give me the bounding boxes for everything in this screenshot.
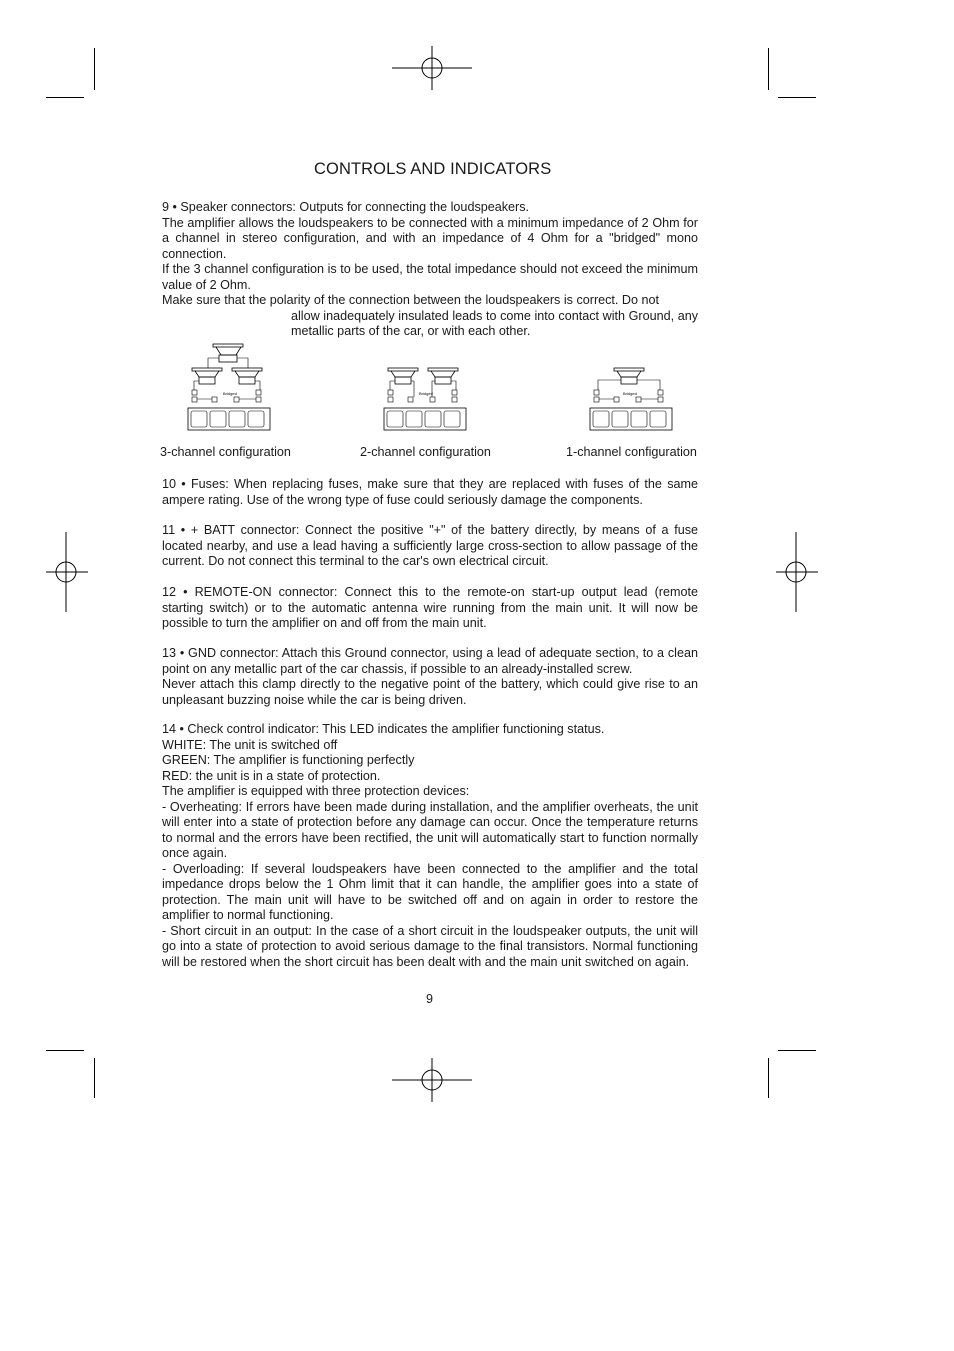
protection-short-circuit: - Short circuit in an output: In the case of a short circuit in the loudspeaker outputs, the unit will go into a state of protection to avoid serious damage to the final transistors. Normal functioning will be restored when the short circuit has been dealt with and the main unit switched on again.: [162, 923, 698, 969]
section-9-impedance: The amplifier allows the loudspeakers to be connected with a minimum impedance of 2 Ohm for a channel in stereo configuration, and with an impedance of 4 Ohm for a "bridged" mono connection.: [162, 215, 698, 261]
section-batt-connector: [162, 523, 698, 570]
section-9-polarity: Make sure that the polarity of the connection between the loudspeakers is correct. Do not: [162, 293, 660, 307]
section-check-control: [162, 722, 698, 970]
section-11-text: 11 • + BATT connector: Connect the positive "+" of the battery directly, by means of a fuse located nearby, and use a lead having a sufficiently large cross-section to allow passage of the current. Do not connect this terminal to the car's own electrical circuit.: [162, 523, 698, 568]
section-13-text: 13 • GND connector: Attach this Ground connector, using a lead of adequate section, to a clean point on any metallic part of the car chassis, if possible to an already-installed screw.: [162, 646, 698, 676]
section-9-three-channel-note: If the 3 channel configuration is to be used, the total impedance should not exceed the minimum value of 2 Ohm.: [162, 262, 698, 292]
section-9-heading: 9 • Speaker connectors: Outputs for connecting the loudspeakers.: [162, 200, 530, 214]
section-9-insulation: allow inadequately insulated leads to come into contact with Ground, any metallic parts of the car, or with each other.: [291, 308, 698, 338]
caption-1-channel: 1-channel configuration: [566, 445, 697, 459]
registration-target-top: [392, 46, 472, 90]
section-13-warning: Never attach this clamp directly to the negative point of the battery, which could give rise to an unpleasant buzzing noise while the car is being driven.: [162, 677, 698, 707]
caption-3-channel: 3-channel configuration: [160, 445, 291, 459]
page-title: CONTROLS AND INDICATORS: [314, 160, 552, 178]
status-green: GREEN: The amplifier is functioning perfectly: [162, 753, 415, 767]
bridged-label-3ch: Bridged: [223, 391, 237, 396]
protection-overheating: - Overheating: If errors have been made during installation, and the amplifier overheats, the unit will enter into a state of protection before any damage can occur. Once the temperature returns to normal and the errors have been rectified, the unit will automatically start to function normally once again.: [162, 799, 698, 860]
page-number: 9: [426, 992, 434, 1006]
section-14-heading: 14 • Check control indicator: This LED indicates the amplifier functioning status.: [162, 722, 605, 736]
bridged-label-2ch: Bridged: [419, 391, 433, 396]
section-fuses: [162, 477, 698, 508]
status-red: RED: the unit is in a state of protection.: [162, 768, 381, 783]
registration-target-right: [776, 532, 818, 612]
section-gnd-connector: [162, 646, 698, 708]
bridged-label-1ch: Bridged: [623, 391, 637, 396]
section-10-text: 10 • Fuses: When replacing fuses, make sure that they are replaced with fuses of the same ampere rating. Use of the wrong type of fuse could seriously damage the components.: [162, 477, 698, 507]
section-remote-on: [162, 585, 698, 632]
protection-intro: The amplifier is equipped with three protection devices:: [162, 784, 470, 798]
registration-target-bottom: [392, 1058, 472, 1102]
diagram-1-channel: [588, 366, 674, 432]
section-12-text: 12 • REMOTE-ON connector: Connect this to the remote-on start-up output lead (remote starting switch) or to the automatic antenna wire running from the main unit. It will now be possible to turn the amplifier on and off from the main unit.: [162, 585, 698, 630]
status-white: WHITE: The unit is switched off: [162, 737, 338, 752]
section-speaker-connectors: [162, 200, 698, 340]
diagram-3-channel: [186, 342, 272, 432]
caption-2-channel: 2-channel configuration: [360, 445, 491, 459]
diagram-2-channel: [382, 366, 468, 432]
registration-target-left: [46, 532, 88, 612]
protection-overloading: - Overloading: If several loudspeakers have been connected to the amplifier and the total impedance drops below the 1 Ohm limit that it can handle, the amplifier goes into a state of protection. The main unit will have to be switched off and on again in order to restore the amplifier to normal functioning.: [162, 861, 698, 922]
